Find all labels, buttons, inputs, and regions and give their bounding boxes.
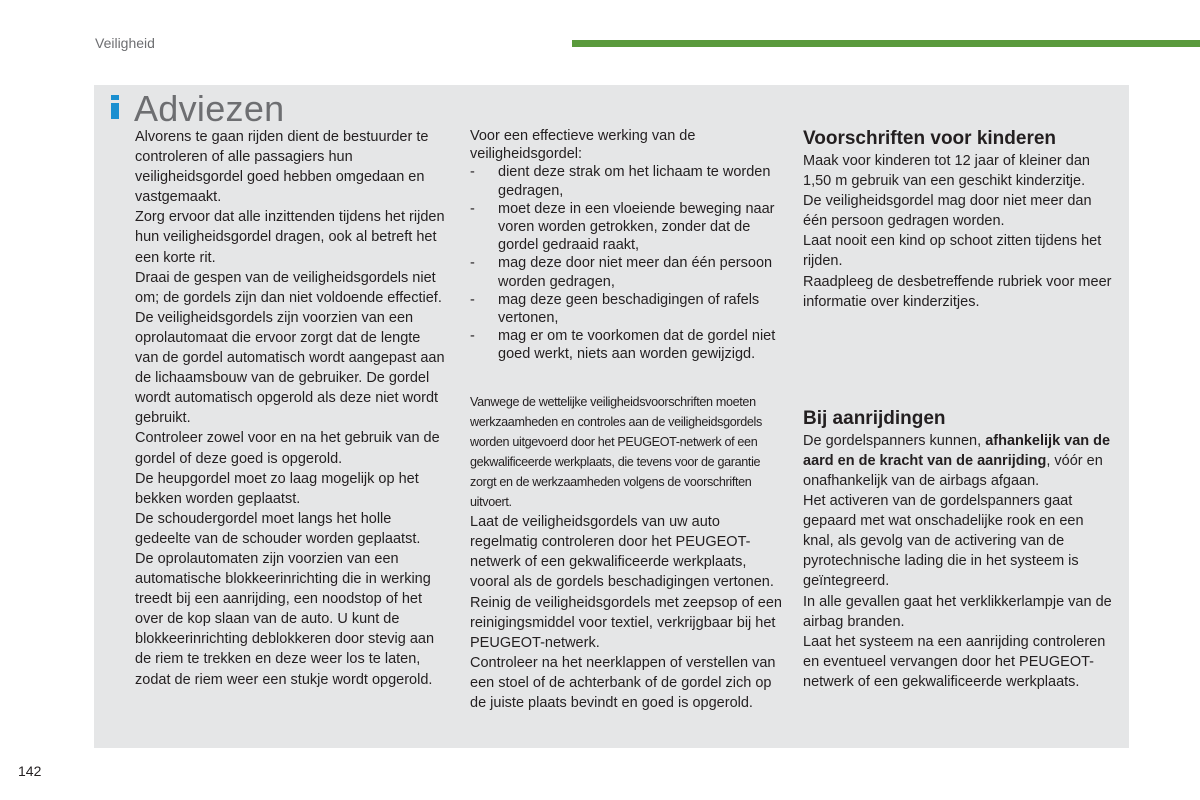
bullet-marker: - xyxy=(470,255,475,272)
paragraph: Laat nooit een kind op schoot zitten tijdens het rijden. xyxy=(803,233,1102,270)
bullet-marker: - xyxy=(470,291,475,308)
list-item-text: dient deze strak om het lichaam te worden gedragen, xyxy=(498,164,771,199)
info-icon-stem xyxy=(111,103,119,119)
legal-note: Vanwege de wettelijke veiligheidsvoorschriften moeten werkzaamheden en controles aan de veiligheidsgordels worden uitgevoerd door het PEUGEOT-netwerk of een gekwalificeerde werkplaats, die tevens voor de garantie zorgt en de werkzaamheden volgens de voorschriften uitvoert. xyxy=(470,394,762,510)
paragraph: De veiligheidsgordels zijn voorzien van een oprolautomaat die ervoor zorgt dat de lengte van de gordel automatisch wordt aangepast aan de lichaamsbouw van de gebruiker. De gordel wordt automatisch opgerold als deze niet wordt gebruikt. xyxy=(135,309,445,427)
paragraph: De heupgordel moet zo laag mogelijk op het bekken worden geplaatst. xyxy=(135,470,419,507)
bullet-marker: - xyxy=(470,200,475,217)
list-item-text: moet deze in een vloeiende beweging naar voren worden getrokken, zonder dat de gordel gedraaid raakt, xyxy=(498,200,775,254)
column-general-advice xyxy=(135,127,445,690)
paragraph: In alle gevallen gaat het verklikkerlampje van de airbag branden. xyxy=(803,593,1112,630)
list-item-text: mag deze door niet meer dan één persoon worden gedragen, xyxy=(498,255,773,290)
paragraph: De schoudergordel moet langs het holle gedeelte van de schouder worden geplaatst. xyxy=(135,510,421,547)
bullet-list xyxy=(470,163,785,363)
paragraph: Controleer na het neerklappen of verstellen van een stoel of de achterbank of de gordel zich op de juiste plaats bevindt en goed is opgerold. xyxy=(470,654,776,712)
paragraph: Controleer zowel voor en na het gebruik van de gordel of deze goed is opgerold. xyxy=(135,430,440,467)
bullet-marker: - xyxy=(470,164,475,181)
paragraph: Raadpleeg de desbetreffende rubriek voor meer informatie over kinderzitjes. xyxy=(803,273,1112,310)
paragraph: Laat de veiligheidsgordels van uw auto regelmatig controleren door het PEUGEOT-netwerk of een gekwalificeerde werkplaats, vooral als de gordels beschadigingen vertonen. xyxy=(470,514,774,591)
paragraph: Reinig de veiligheidsgordels met zeepsop of een reinigingsmiddel voor textiel, verkrijgbaar bij het PEUGEOT-netwerk. xyxy=(470,594,782,651)
text-run: De gordelspanners kunnen, xyxy=(803,432,986,449)
paragraph: De veiligheidsgordel mag door niet meer dan één persoon gedragen worden. xyxy=(803,193,1092,230)
paragraph: Draai de gespen van de veiligheidsgordels niet om; de gordels zijn dan niet voldoende effectief. xyxy=(135,269,442,306)
info-icon xyxy=(110,95,120,119)
paragraph: Het activeren van de gordelspanners gaat gepaard met wat onschadelijke rook en een knal, als gevolg van de activering van de pyrotechnische lading die in het systeem is geïntegreerd. xyxy=(803,493,1084,590)
list-item-text: mag deze geen beschadigingen of rafels vertonen, xyxy=(498,291,760,327)
section-label: Veiligheid xyxy=(95,35,155,51)
list-intro: Voor een effectieve werking van de veiligheidsgordel: xyxy=(470,128,696,163)
paragraph: Alvorens te gaan rijden dient de bestuurder te controleren of alle passagiers hun veiligheidsgordel goed hebben omgedaan en vastgemaakt. xyxy=(135,129,429,206)
column-children-collisions xyxy=(803,127,1118,692)
text-run: , vóór en onafhankelijk van de airbags afgaan. xyxy=(803,452,1103,489)
header-accent-rule xyxy=(572,40,1200,47)
paragraph xyxy=(803,431,1118,491)
list-item xyxy=(470,327,785,363)
list-item-text: mag er om te voorkomen dat de gordel niet goed werkt, niets aan worden gewijzigd. xyxy=(498,328,776,363)
list-item xyxy=(470,291,785,327)
paragraph: Laat het systeem na een aanrijding controleren en eventueel vervangen door het PEUGEOT-netwerk of een gekwalificeerde werkplaats. xyxy=(803,633,1106,690)
panel-title: Adviezen xyxy=(134,88,285,129)
paragraph: Zorg ervoor dat alle inzittenden tijdens het rijden hun veiligheidsgordel dragen, ook al betreft het een korte rit. xyxy=(135,209,445,266)
paragraph: De oprolautomaten zijn voorzien van een automatische blokkeerinrichting die in werking treedt bij een aanrijding, een noodstop of het over de kop slaan van de auto. U kunt de blokkeerinrichting deblokkeren door stevig aan de riem te trekken en deze weer los te laten, zodat de riem weer een stukje wordt opgerold. xyxy=(135,550,435,688)
heading-collisions: Bij aanrijdingen xyxy=(803,407,946,429)
list-item xyxy=(470,163,785,199)
bullet-marker: - xyxy=(470,328,475,345)
column-effective-use xyxy=(470,127,785,713)
paragraph: Maak voor kinderen tot 12 jaar of kleiner dan 1,50 m gebruik van een geschikt kinderzitje. xyxy=(803,153,1090,190)
emphasis-text: afhankelijk van de aard en de kracht van de aanrijding xyxy=(803,432,1111,469)
page-number: 142 xyxy=(18,763,42,779)
list-item xyxy=(470,200,785,255)
heading-children: Voorschriften voor kinderen xyxy=(803,128,1057,149)
list-item xyxy=(470,254,785,290)
info-icon-dot xyxy=(111,95,119,100)
